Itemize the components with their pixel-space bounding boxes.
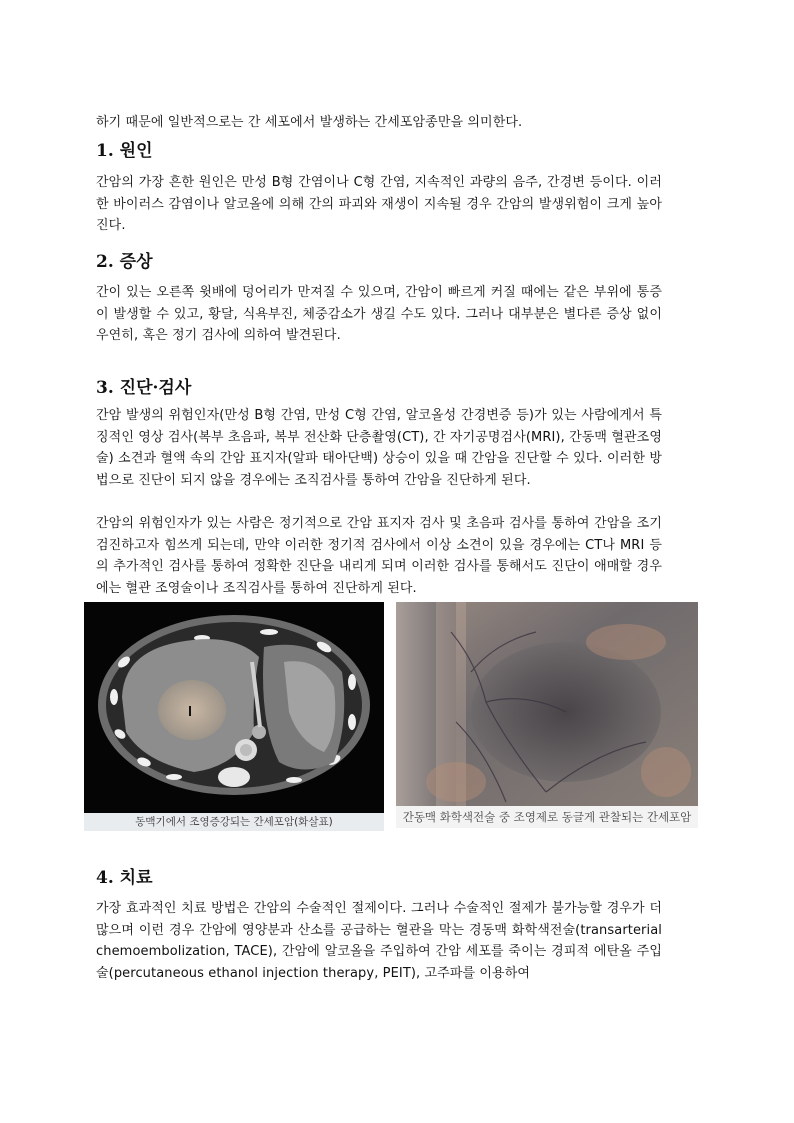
angiography-figure [396,602,698,828]
section-paragraph-diagnosis-2: 간암의 위험인자가 있는 사람은 정기적으로 간암 표지자 검사 및 초음파 검사를 통하여 간암을 조기 검진하고자 힘쓰게 되는데, 만약 이러한 정기적 검사에서 이상 소견이 있을 경우에는 CT나 MRI 등의 추가적인 검사를 통하여 정확한 진단을 내리게 되며 이러한 검사를 통해서도 진단이 애매할 경우에는 혈관 조영술이나 조직검사를 통하여 진단하게 된다. [96,516,662,596]
section-paragraph-diagnosis-1: 간암 발생의 위험인자(만성 B형 간염, 만성 C형 간염, 알코올성 간경변증 등)가 있는 사람에게서 특징적인 영상 검사(복부 초음파, 복부 전산화 단층촬영(CT), 간 자기공명검사(MRI), 간동맥 혈관조영술) 소견과 혈액 속의 간암 표지자(알파 태아단백) 상승이 있을 때 간암을 진단할 수 있다. 이러한 방법으로 진단이 되지 않을 경우에는 조직검사를 통하여 간암을 진단하게 된다. [96,408,662,488]
section-paragraph-treatment: 가장 효과적인 치료 방법은 간암의 수술적인 절제이다. 그러나 수술적인 절제가 불가능할 경우가 더 많으며 이런 경우 간암에 영양분과 산소를 공급하는 혈관을 막는 경동맥 화학색전술(transarterial chemoembolization, TACE), 간암에 알코올을 주입하여 간암 세포를 죽이는 경피적 에탄올 주입술(percutaneous ethanol injection therapy, PEIT), 고주파를 이용하여 [96,901,662,981]
ct-figure-caption: 동맥기에서 조영증강되는 간세포암(화살표) [84,813,384,831]
section-heading-cause: 1. 원인 [96,141,153,161]
section-heading-symptoms: 2. 증상 [96,252,153,272]
section-paragraph-symptoms: 간이 있는 오른쪽 윗배에 덩어리가 만져질 수 있으며, 간암이 빠르게 커질 때에는 같은 부위에 통증이 발생할 수 있고, 황달, 식욕부진, 체중감소가 생길 수도 있다. 그러나 대부분은 별다른 증상 없이 우연히, 혹은 정기 검사에 의하여 발견된다. [96,285,662,344]
angiography-image [396,602,698,806]
section-paragraph-cause: 간암의 가장 흔한 원인은 만성 B형 간염이나 C형 간염, 지속적인 과량의 음주, 간경변 등이다. 이러한 바이러스 감염이나 알코올에 의해 간의 파괴와 재생이 지속될 경우 간암의 발생위험이 크게 높아진다. [96,175,662,234]
intro-paragraph: 하기 때문에 일반적으로는 간 세포에서 발생하는 간세포암종만을 의미한다. [96,115,523,130]
ct-scan-image [84,602,384,813]
ct-scan-figure [84,602,384,831]
angiography-figure-caption: 간동맥 화학색전술 중 조영제로 동글게 관찰되는 간세포암 [396,806,698,828]
section-heading-treatment: 4. 치료 [96,868,153,888]
section-heading-diagnosis: 3. 진단·검사 [96,378,192,398]
